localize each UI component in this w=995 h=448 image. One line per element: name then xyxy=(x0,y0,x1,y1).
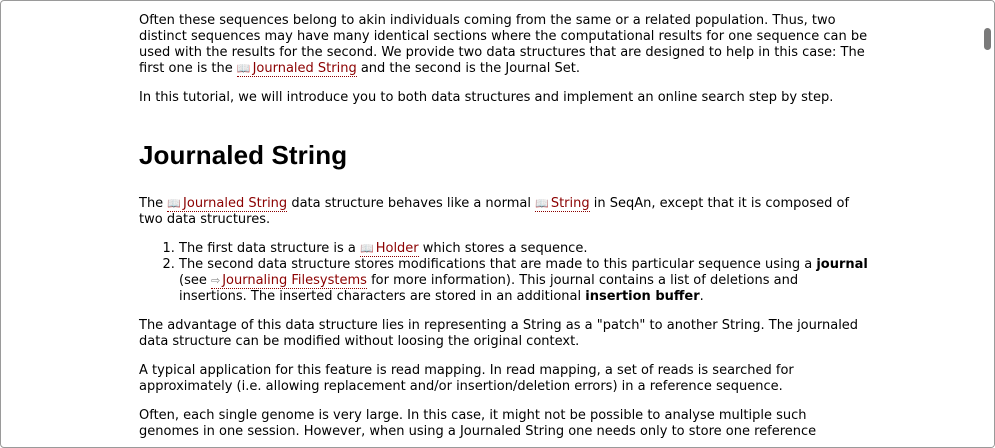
scrollbar-thumb[interactable] xyxy=(984,28,991,50)
data-structure-list xyxy=(139,241,869,305)
section-paragraph-1: The 📖 Journaled String data structure behaves like a normal 📖 String in SeqAn, except that it is composed of two data structures. xyxy=(139,196,850,227)
journaled-string-link-2[interactable]: 📖 Journaled String xyxy=(167,196,288,211)
section-paragraph-4: Often, each single genome is very large. In this case, it might not be possible to analyse multiple such genomes in one session. However, when using a Journaled String one needs only to store one reference xyxy=(139,408,817,439)
journaling-filesystems-link[interactable]: ⇨ Journaling Filesystems xyxy=(210,273,367,288)
intro-paragraph-2: In this tutorial, we will introduce you to both data structures and implement an online search step by step. xyxy=(139,90,834,105)
list-item: 1. The first data structure is a 📖 Holder which stores a sequence. xyxy=(179,241,869,257)
section-paragraph-3: A typical application for this feature is read mapping. In read mapping, a set of reads is searched for approximately (i.e. allowing replacement and/or insertion/deletion errors) in a reference sequence. xyxy=(139,363,794,394)
book-icon: 📖 xyxy=(535,197,549,210)
journaled-string-link[interactable]: 📖 Journaled String xyxy=(236,61,357,76)
intro-paragraph-1: Often these sequences belong to akin individuals coming from the same or a related population. Thus, two distinct sequences may have many identical sections where the computational results for one sequence can be used with the results for the second. We provide two data structures that are designed to help in this case: The first one is the 📖 Journaled String and the second is the Journal Set. xyxy=(139,13,868,76)
book-icon: 📖 xyxy=(167,197,182,210)
holder-link[interactable]: 📖 Holder xyxy=(360,241,419,256)
book-icon: 📖 xyxy=(360,242,374,255)
book-icon: 📖 xyxy=(236,62,251,75)
section-paragraph-2: The advantage of this data structure lies in representing a String as a "patch" to another String. The journaled data structure can be modified without loosing the original context. xyxy=(139,318,859,349)
string-link[interactable]: 📖 String xyxy=(535,196,590,211)
external-link-icon: ⇨ xyxy=(210,274,221,287)
document-content xyxy=(139,13,869,448)
section-heading: Journaled String xyxy=(139,140,348,170)
list-item: 2. The second data structure stores modifications that are made to this particular sequence using a journal (see ⇨ Journaling Filesystems for more information). This journal contains a list of deletions and insertions. The inserted characters are stored in an additional insertion buffer. xyxy=(179,257,869,305)
vertical-scrollbar[interactable] xyxy=(980,1,994,447)
